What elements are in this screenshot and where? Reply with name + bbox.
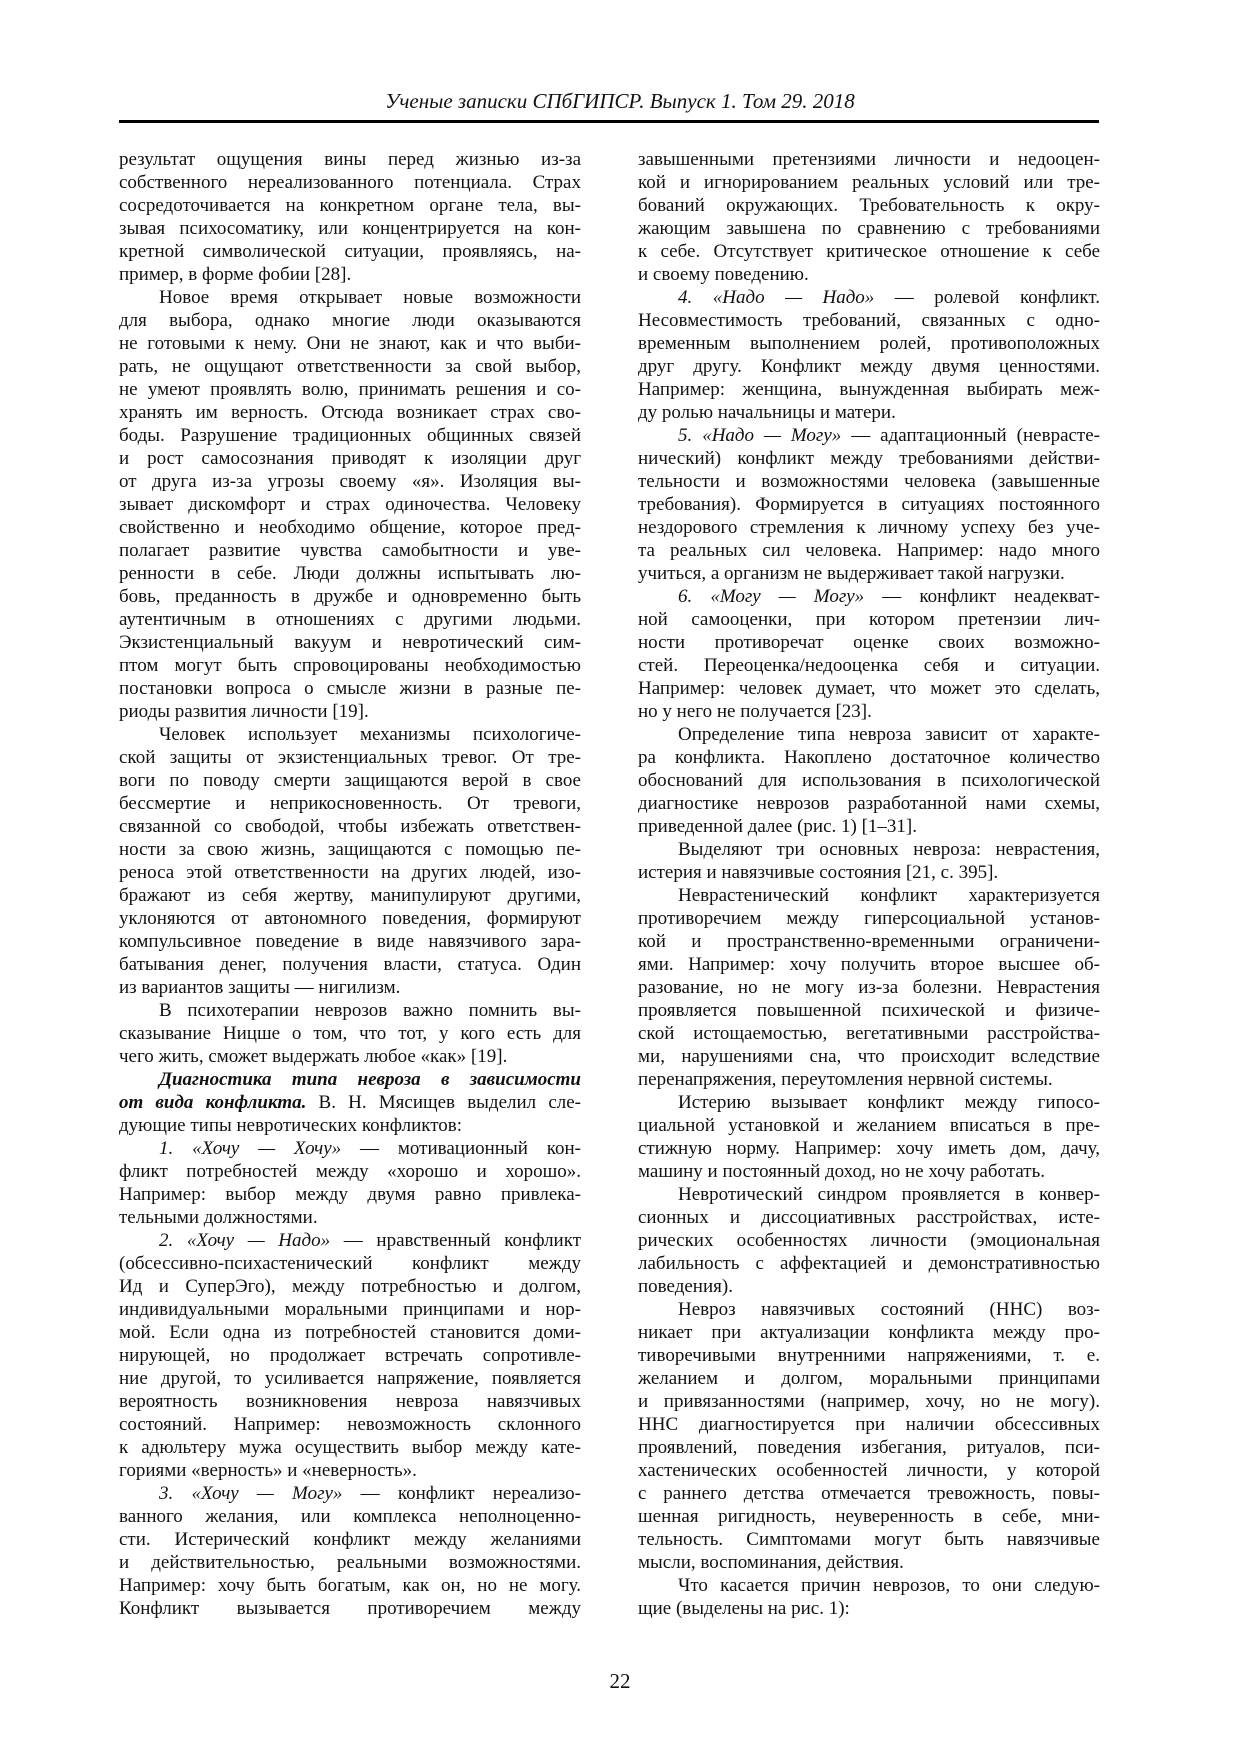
text-line: стей. Переоценка/недооценка себя и ситуации. — [638, 655, 1100, 676]
italic-term: 2. «Хочу — Надо» — [159, 1230, 331, 1251]
text-line: Например: женщина, вынужденная выбирать меж- — [638, 379, 1100, 400]
text-line: вероятность возникновения невроза навязчивых — [119, 1391, 581, 1412]
text-line: состояний. Например: невозможность склонного — [119, 1414, 581, 1435]
text-line: Неврастенический конфликт характеризуется — [678, 885, 1100, 906]
text-line: ми, нарушениями сна, что происходит вследствие — [638, 1046, 1100, 1067]
text-line: Ид и СуперЭго), между потребностью и долгом, — [119, 1276, 581, 1297]
italic-term: 3. «Хочу — Могу» — [159, 1483, 343, 1504]
text-line: тельность. Симптомами могут быть навязчивые — [638, 1529, 1100, 1550]
text-line — [119, 1137, 581, 1160]
text-line: не умеют проявлять волю, принимать решения и со- — [119, 379, 581, 400]
text-line: рать, не ощущают ответственности за свой выбор, — [119, 356, 581, 377]
text-line: противоречием между гиперсоциальной установ- — [638, 908, 1100, 929]
text-line: уклоняются от автономного поведения, формируют — [119, 908, 581, 929]
text-line: рических особенностях личности (эмоциональная — [638, 1230, 1100, 1251]
text-line: сионных и диссоциативных расстройствах, исте- — [638, 1207, 1100, 1228]
text-line: тельности и возможностями человека (завышенные — [638, 471, 1100, 492]
text-line: нирующей, но продолжает встречать сопротивле- — [119, 1345, 581, 1366]
text-line: птом могут быть спровоцированы необходимостью — [119, 655, 581, 676]
paragraph — [638, 1091, 1100, 1183]
text-line: чего жить, сможет выдержать любое «как» [19]. — [119, 1046, 508, 1067]
page-number: 22 — [609, 1669, 631, 1693]
text-line: ра конфликта. Накоплено достаточное количество — [638, 747, 1100, 768]
italic-term: 5. «Надо — Могу» — [678, 425, 842, 446]
text-line: воги по поводу смерти защищаются верой в свое — [119, 770, 581, 791]
paragraph — [638, 1183, 1100, 1298]
text-line: Несовместимость требований, связанных с одно- — [638, 310, 1100, 331]
text-line: приведенной далее (рис. 1) [1–31]. — [638, 816, 918, 837]
text-line — [638, 286, 1100, 309]
text-line: сосредоточивается на конкретном органе тела, вы- — [119, 195, 581, 216]
text-column-left — [119, 148, 581, 1620]
text-line: Экзистенциальный вакуум и невротический сим- — [119, 632, 581, 653]
text-line: Определение типа невроза зависит от характе- — [678, 724, 1100, 745]
text-line: фликт потребностей между «хорошо и хорошо». — [119, 1161, 581, 1182]
text-line — [119, 1091, 581, 1114]
text-run: — адаптационный (неврасте- — [841, 425, 1100, 446]
text-line: результат ощущения вины перед жизнью из-за — [119, 149, 581, 170]
text-line: Например: выбор между двумя равно привлека- — [119, 1184, 581, 1205]
text-line: истерия и навязчивые состояния [21, с. 395]. — [638, 862, 999, 883]
text-line: и рост самосознания приводят к изоляции друг — [119, 448, 581, 469]
text-line: бовь, преданность в дружбе и одновременно быть — [119, 586, 581, 607]
text-run: — ролевой конфликт. — [874, 287, 1101, 308]
text-line: проявляется повышенной психической и физиче- — [638, 1000, 1100, 1021]
text-line: ской истощаемостью, вегетативными расстройства- — [638, 1023, 1100, 1044]
text-line: зывает дискомфорт и страх одиночества. Человеку — [119, 494, 581, 515]
text-line: пример, в форме фобии [28]. — [119, 264, 352, 285]
text-line: связанной со свободой, чтобы избежать ответствен- — [119, 816, 581, 837]
paragraph — [119, 723, 581, 999]
text-line: кой и пространственно-временными ограничени- — [638, 931, 1100, 952]
italic-term: 4. «Надо — Надо» — [678, 287, 875, 308]
text-line: нездорового стремления к личному успеху без уче- — [638, 517, 1100, 538]
text-run: — конфликт неадекват- — [864, 586, 1100, 607]
paragraph — [638, 585, 1100, 723]
text-line: полагает развитие чувства самобытности и уве- — [119, 540, 581, 561]
text-column-right — [638, 148, 1100, 1620]
text-line: В психотерапии неврозов важно помнить вы- — [159, 1000, 581, 1021]
text-line: разование, но не могу из-за болезни. Неврастения — [638, 977, 1100, 998]
paragraph — [119, 1137, 581, 1229]
text-line: хранять им верность. Отсюда возникает страх сво- — [119, 402, 581, 423]
paragraph — [638, 424, 1100, 585]
text-line: хастенических особенностей личности, у которой — [638, 1460, 1100, 1481]
text-line — [119, 1482, 581, 1505]
text-line: дующие типы невротических конфликтов: — [119, 1115, 463, 1136]
text-line: бражают из себя жертву, манипулируют другими, — [119, 885, 581, 906]
text-line: Невроз навязчивых состояний (ННС) воз- — [678, 1299, 1100, 1320]
paragraph — [638, 286, 1100, 424]
text-line: Выделяют три основных невроза: неврастения, — [678, 839, 1100, 860]
text-line: гориями «верность» и «неверность». — [119, 1460, 417, 1481]
paragraph — [638, 148, 1100, 286]
text-line: зывая психосоматику, или концентрируется на кон- — [119, 218, 581, 239]
text-line: свойственно и необходимо общение, которое пред- — [119, 517, 581, 538]
text-line: Новое время открывает новые возможности — [159, 287, 581, 308]
text-line: бований окружающих. Требовательность к окру- — [638, 195, 1100, 216]
paragraph — [119, 1068, 581, 1137]
text-line — [638, 424, 1100, 447]
text-line: шенная ригидность, неуверенность в себе, мни- — [638, 1506, 1100, 1527]
text-line: машину и постоянный доход, но не хочу работать. — [638, 1161, 1045, 1182]
text-line: жающим завышена по сравнению с требованиями — [638, 218, 1100, 239]
paragraph — [638, 884, 1100, 1091]
text-line: сказывание Ницше о том, что тот, у кого есть для — [119, 1023, 581, 1044]
text-line: Конфликт вызывается противоречием между — [119, 1598, 581, 1619]
text-line: индивидуальными моральными принципами и нор- — [119, 1299, 581, 1320]
text-line: стижную норму. Например: хочу иметь дом, дачу, — [638, 1138, 1100, 1159]
text-line: требования). Формируется в ситуациях постоянного — [638, 494, 1100, 515]
paragraph — [638, 1574, 1100, 1620]
text-line: компульсивное поведение в виде навязчивого зара- — [119, 931, 581, 952]
text-line: не готовыми к нему. Они не знают, как и что выби- — [119, 333, 581, 354]
bold-italic-heading: Диагностика типа невроза в зависимости — [159, 1069, 581, 1090]
text-line: от друга из-за угрозы своему «я». Изоляция вы- — [119, 471, 581, 492]
text-line: Невротический синдром проявляется в конвер- — [678, 1184, 1100, 1205]
bold-italic-heading: от вида конфликта. — [119, 1092, 307, 1113]
text-line: учиться, а организм не выдерживает такой нагрузки. — [638, 563, 1065, 584]
paragraph — [119, 999, 581, 1068]
text-line: мысли, воспоминания, действия. — [638, 1552, 904, 1573]
text-line: аутентичным в отношениях с другими людьми. — [119, 609, 581, 630]
text-line: тельными должностями. — [119, 1207, 318, 1228]
text-line: реноса этой ответственности на других людей, изо- — [119, 862, 581, 883]
text-line: батывания денег, получения власти, статуса. Один — [119, 954, 581, 975]
text-line: желанием и долгом, моральными принципами — [638, 1368, 1100, 1389]
header-rule — [119, 120, 1099, 123]
italic-term: 1. «Хочу — Хочу» — [159, 1138, 342, 1159]
text-line: ние другой, то усиливается напряжение, появляется — [119, 1368, 581, 1389]
text-line: та реальных сил человека. Например: надо много — [638, 540, 1100, 561]
text-line: Например: человек думает, что может это сделать, — [638, 678, 1100, 699]
text-line — [119, 1229, 581, 1252]
text-line: лабильность с аффектацией и демонстративностью — [638, 1253, 1100, 1274]
text-line — [638, 585, 1100, 608]
text-line: для выбора, однако многие люди оказываются — [119, 310, 581, 331]
text-line: тиворечивыми внутренними напряжениями, т. е. — [638, 1345, 1100, 1366]
text-line: перенапряжения, переутомления нервной системы. — [638, 1069, 1053, 1090]
text-line: кретной символической ситуации, проявляясь, на- — [119, 241, 581, 262]
text-line: Например: хочу быть богатым, как он, но не могу. — [119, 1575, 581, 1596]
text-line: никает при актуализации конфликта между про- — [638, 1322, 1100, 1343]
paragraph — [119, 1482, 581, 1620]
text-line: мой. Если одна из потребностей становится доми- — [119, 1322, 581, 1343]
text-line: ванного желания, или комплекса неполноценно- — [119, 1506, 581, 1527]
text-line: ями. Например: хочу получить второе высшее об- — [638, 954, 1100, 975]
text-line: с раннего детства отмечается тревожность, повы- — [638, 1483, 1100, 1504]
text-line: циальной установкой и желанием вписаться в пре- — [638, 1115, 1100, 1136]
running-header: Ученые записки СПбГИПСР. Выпуск 1. Том 29. 2018 — [385, 89, 855, 113]
text-line: бессмертие и неприкосновенность. От тревоги, — [119, 793, 581, 814]
paragraph — [638, 1298, 1100, 1574]
text-line — [119, 1068, 581, 1091]
text-line: и своему поведению. — [638, 264, 809, 285]
text-line: завышенными претензиями личности и недооцен- — [638, 149, 1100, 170]
text-line: боды. Разрушение традиционных общинных связей — [119, 425, 581, 446]
text-line: кой и игнорированием реальных условий или тре- — [638, 172, 1100, 193]
paragraph — [119, 1229, 581, 1482]
text-line: постановки вопроса о смысле жизни в разные пе- — [119, 678, 581, 699]
text-line: ности противоречат оценке своих возможно- — [638, 632, 1100, 653]
text-line: временным выполнением ролей, противоположных — [638, 333, 1100, 354]
text-line: но у него не получается [23]. — [638, 701, 872, 722]
paragraph — [638, 838, 1100, 884]
text-line: щие (выделены на рис. 1): — [638, 1598, 850, 1619]
text-line: поведения). — [638, 1276, 733, 1297]
text-line: к себе. Отсутствует критическое отношение к себе — [638, 241, 1100, 262]
text-line: риоды развития личности [19]. — [119, 701, 369, 722]
text-line: диагностике неврозов разработанной нами схемы, — [638, 793, 1100, 814]
text-line: собственного нереализованного потенциала. Страх — [119, 172, 581, 193]
text-line: проявлений, поведения избегания, ритуалов, пси- — [638, 1437, 1100, 1458]
text-run: В. Н. Мясищев выделил сле- — [306, 1092, 581, 1113]
text-line: ской защиты от экзистенциальных тревог. От тре- — [119, 747, 581, 768]
text-line: ности за свою жизнь, защищаются с помощью пе- — [119, 839, 581, 860]
text-line: Человек использует механизмы психологиче- — [159, 724, 581, 745]
text-line: друг другу. Конфликт между двумя ценностями. — [638, 356, 1100, 377]
text-line: ННС диагностируется при наличии обсессивных — [638, 1414, 1100, 1435]
text-run: — конфликт нереализо- — [342, 1483, 581, 1504]
text-line: Что касается причин неврозов, то они следую- — [678, 1575, 1100, 1596]
text-line: из вариантов защиты — нигилизм. — [119, 977, 401, 998]
text-line: и привязанностями (например, хочу, но не могу). — [638, 1391, 1100, 1412]
text-line: и действительностью, реальными возможностями. — [119, 1552, 581, 1573]
text-line: к адюльтеру мужа осуществить выбор между кате- — [119, 1437, 581, 1458]
text-run: — нравственный конфликт — [330, 1230, 581, 1251]
paragraph — [119, 286, 581, 723]
text-line: обоснований для использования в психологической — [638, 770, 1100, 791]
text-line: сти. Истерический конфликт между желаниями — [119, 1529, 581, 1550]
text-line: Истерию вызывает конфликт между гипосо- — [678, 1092, 1100, 1113]
text-line: ду ролью начальницы и матери. — [638, 402, 896, 423]
text-line: (обсессивно-психастенический конфликт между — [119, 1253, 581, 1274]
text-run: — мотивационный кон- — [341, 1138, 581, 1159]
paragraph — [119, 148, 581, 286]
text-line: ной самооценки, при котором претензии лич- — [638, 609, 1100, 630]
text-line: нический) конфликт между требованиями действи- — [638, 448, 1100, 469]
italic-term: 6. «Могу — Могу» — [678, 586, 865, 607]
paragraph — [638, 723, 1100, 838]
text-line: ренности в себе. Люди должны испытывать лю- — [119, 563, 581, 584]
